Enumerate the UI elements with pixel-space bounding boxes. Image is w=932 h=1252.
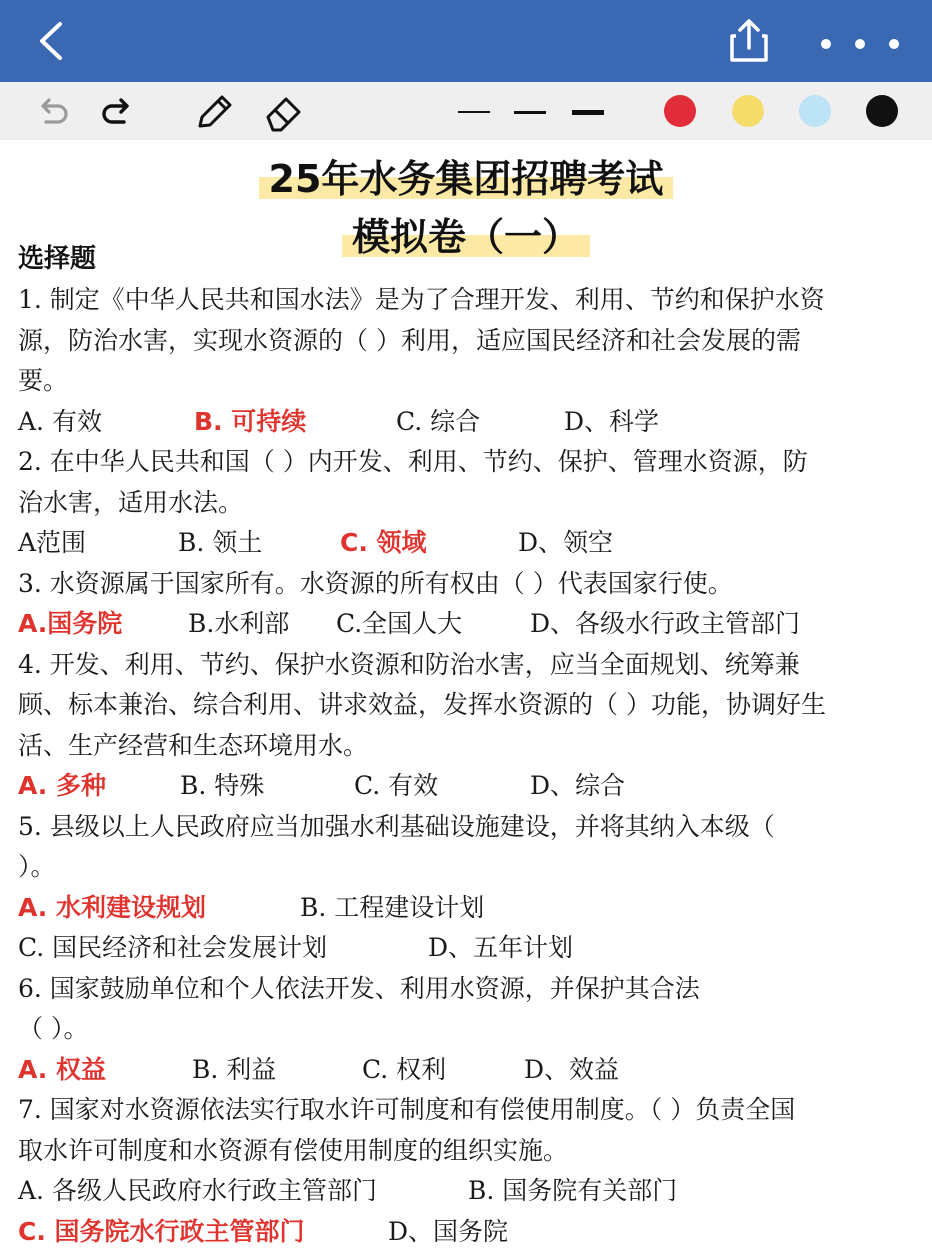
- redo-button[interactable]: [98, 92, 138, 132]
- question-1-line: 要。: [18, 361, 918, 402]
- answer-option: C. 权利: [362, 1050, 446, 1091]
- question-1-line: 源，防治水害，实现水资源的（ ）利用，适应国民经济和社会发展的需: [18, 321, 918, 362]
- eraser-tool-button[interactable]: [262, 92, 306, 132]
- correct-answer-option: C. 国务院水行政主管部门: [18, 1212, 305, 1252]
- answer-option: D、领空: [518, 523, 613, 564]
- question-1-options: [18, 402, 918, 443]
- question-7-line: 取水许可制度和水资源有偿使用制度的组织实施。: [18, 1131, 918, 1172]
- redo-icon: [98, 92, 138, 132]
- answer-option: D、效益: [524, 1050, 619, 1091]
- question-6-line: 6. 国家鼓励单位和个人依法开发、利用水资源，并保护其合法: [18, 969, 918, 1010]
- color-black-button[interactable]: [866, 95, 898, 127]
- answer-option: B.水利部: [188, 604, 289, 645]
- question-3-line: 3. 水资源属于国家所有。水资源的所有权由（ ）代表国家行使。: [18, 564, 918, 605]
- question-4-line: 活、生产经营和生态环境用水。: [18, 726, 918, 767]
- answer-option: D、各级水行政主管部门: [530, 604, 800, 645]
- chevron-left-icon: [30, 18, 76, 64]
- answer-option: A. 各级人民政府水行政主管部门: [18, 1171, 377, 1212]
- correct-answer-option: B. 可持续: [194, 402, 306, 443]
- pen-tool-button[interactable]: [192, 92, 236, 132]
- more-dots-icon: [812, 22, 908, 62]
- question-2-line: 2. 在中华人民共和国（ ）内开发、利用、节约、保护、管理水资源，防: [18, 442, 918, 483]
- correct-answer-option: A. 多种: [18, 766, 106, 807]
- question-2-options: [18, 523, 918, 564]
- document-title: [0, 148, 932, 203]
- question-1-line: 1. 制定《中华人民共和国水法》是为了合理开发、利用、节约和保护水资: [18, 280, 918, 321]
- answer-option: D、科学: [564, 402, 659, 443]
- correct-answer-option: A. 权益: [18, 1050, 106, 1091]
- answer-option: B. 工程建设计划: [300, 888, 484, 929]
- back-button[interactable]: [30, 18, 76, 64]
- answer-option: B. 领土: [178, 523, 262, 564]
- answer-option: A. 有效: [18, 402, 102, 443]
- top-app-bar: [0, 0, 932, 82]
- answer-option: C. 有效: [354, 766, 438, 807]
- answer-option: D、国务院: [388, 1212, 508, 1252]
- section-heading: 选择题: [18, 238, 96, 275]
- eraser-icon: [262, 92, 306, 132]
- answer-option: B. 国务院有关部门: [468, 1171, 677, 1212]
- pencil-icon: [192, 92, 236, 132]
- color-light-blue-button[interactable]: [799, 95, 831, 127]
- share-icon: [726, 16, 772, 66]
- question-5-line: 5. 县级以上人民政府应当加强水利基础设施建设，并将其纳入本级（: [18, 807, 918, 848]
- answer-option: B. 特殊: [180, 766, 264, 807]
- document-subtitle: [0, 206, 932, 261]
- answer-option: C.全国人大: [336, 604, 462, 645]
- correct-answer-option: A.国务院: [18, 604, 122, 645]
- question-5-line: ）。: [18, 847, 918, 888]
- answer-option: B. 利益: [192, 1050, 276, 1091]
- share-button[interactable]: [726, 16, 772, 66]
- answer-option: A范围: [18, 523, 86, 564]
- question-7-line: 7. 国家对水资源依法实行取水许可制度和有偿使用制度。（ ）负责全国: [18, 1090, 918, 1131]
- question-4-options: [18, 766, 918, 807]
- line-width-thick-button[interactable]: [568, 92, 608, 132]
- question-5-options: [18, 888, 918, 929]
- question-5-options: [18, 928, 918, 969]
- color-red-button[interactable]: [664, 95, 696, 127]
- line-width-medium-button[interactable]: [510, 92, 550, 132]
- question-4-line: 顾、标本兼治、综合利用、讲求效益，发挥水资源的（ ）功能，协调好生: [18, 685, 918, 726]
- answer-option: C. 国民经济和社会发展计划: [18, 928, 327, 969]
- answer-option: D、综合: [530, 766, 625, 807]
- question-4-line: 4. 开发、利用、节约、保护水资源和防治水害，应当全面规划、统筹兼: [18, 645, 918, 686]
- title-line-1: 25年水务集团招聘考试: [259, 157, 674, 201]
- color-yellow-button[interactable]: [732, 95, 764, 127]
- undo-button[interactable]: [32, 92, 72, 132]
- question-6-options: [18, 1050, 918, 1091]
- question-3-options: [18, 604, 918, 645]
- answer-option: C. 综合: [396, 402, 480, 443]
- more-options-button[interactable]: [812, 22, 908, 62]
- undo-icon: [32, 92, 72, 132]
- question-6-line: （ ）。: [18, 1009, 918, 1050]
- correct-answer-option: A. 水利建设规划: [18, 888, 206, 929]
- question-2-line: 治水害，适用水法。: [18, 483, 918, 524]
- answer-option: D、五年计划: [428, 928, 573, 969]
- correct-answer-option: C. 领域: [340, 523, 427, 564]
- line-width-thin-button[interactable]: [454, 92, 494, 132]
- title-line-2: 模拟卷（一）: [342, 215, 590, 259]
- question-7-options: [18, 1171, 918, 1212]
